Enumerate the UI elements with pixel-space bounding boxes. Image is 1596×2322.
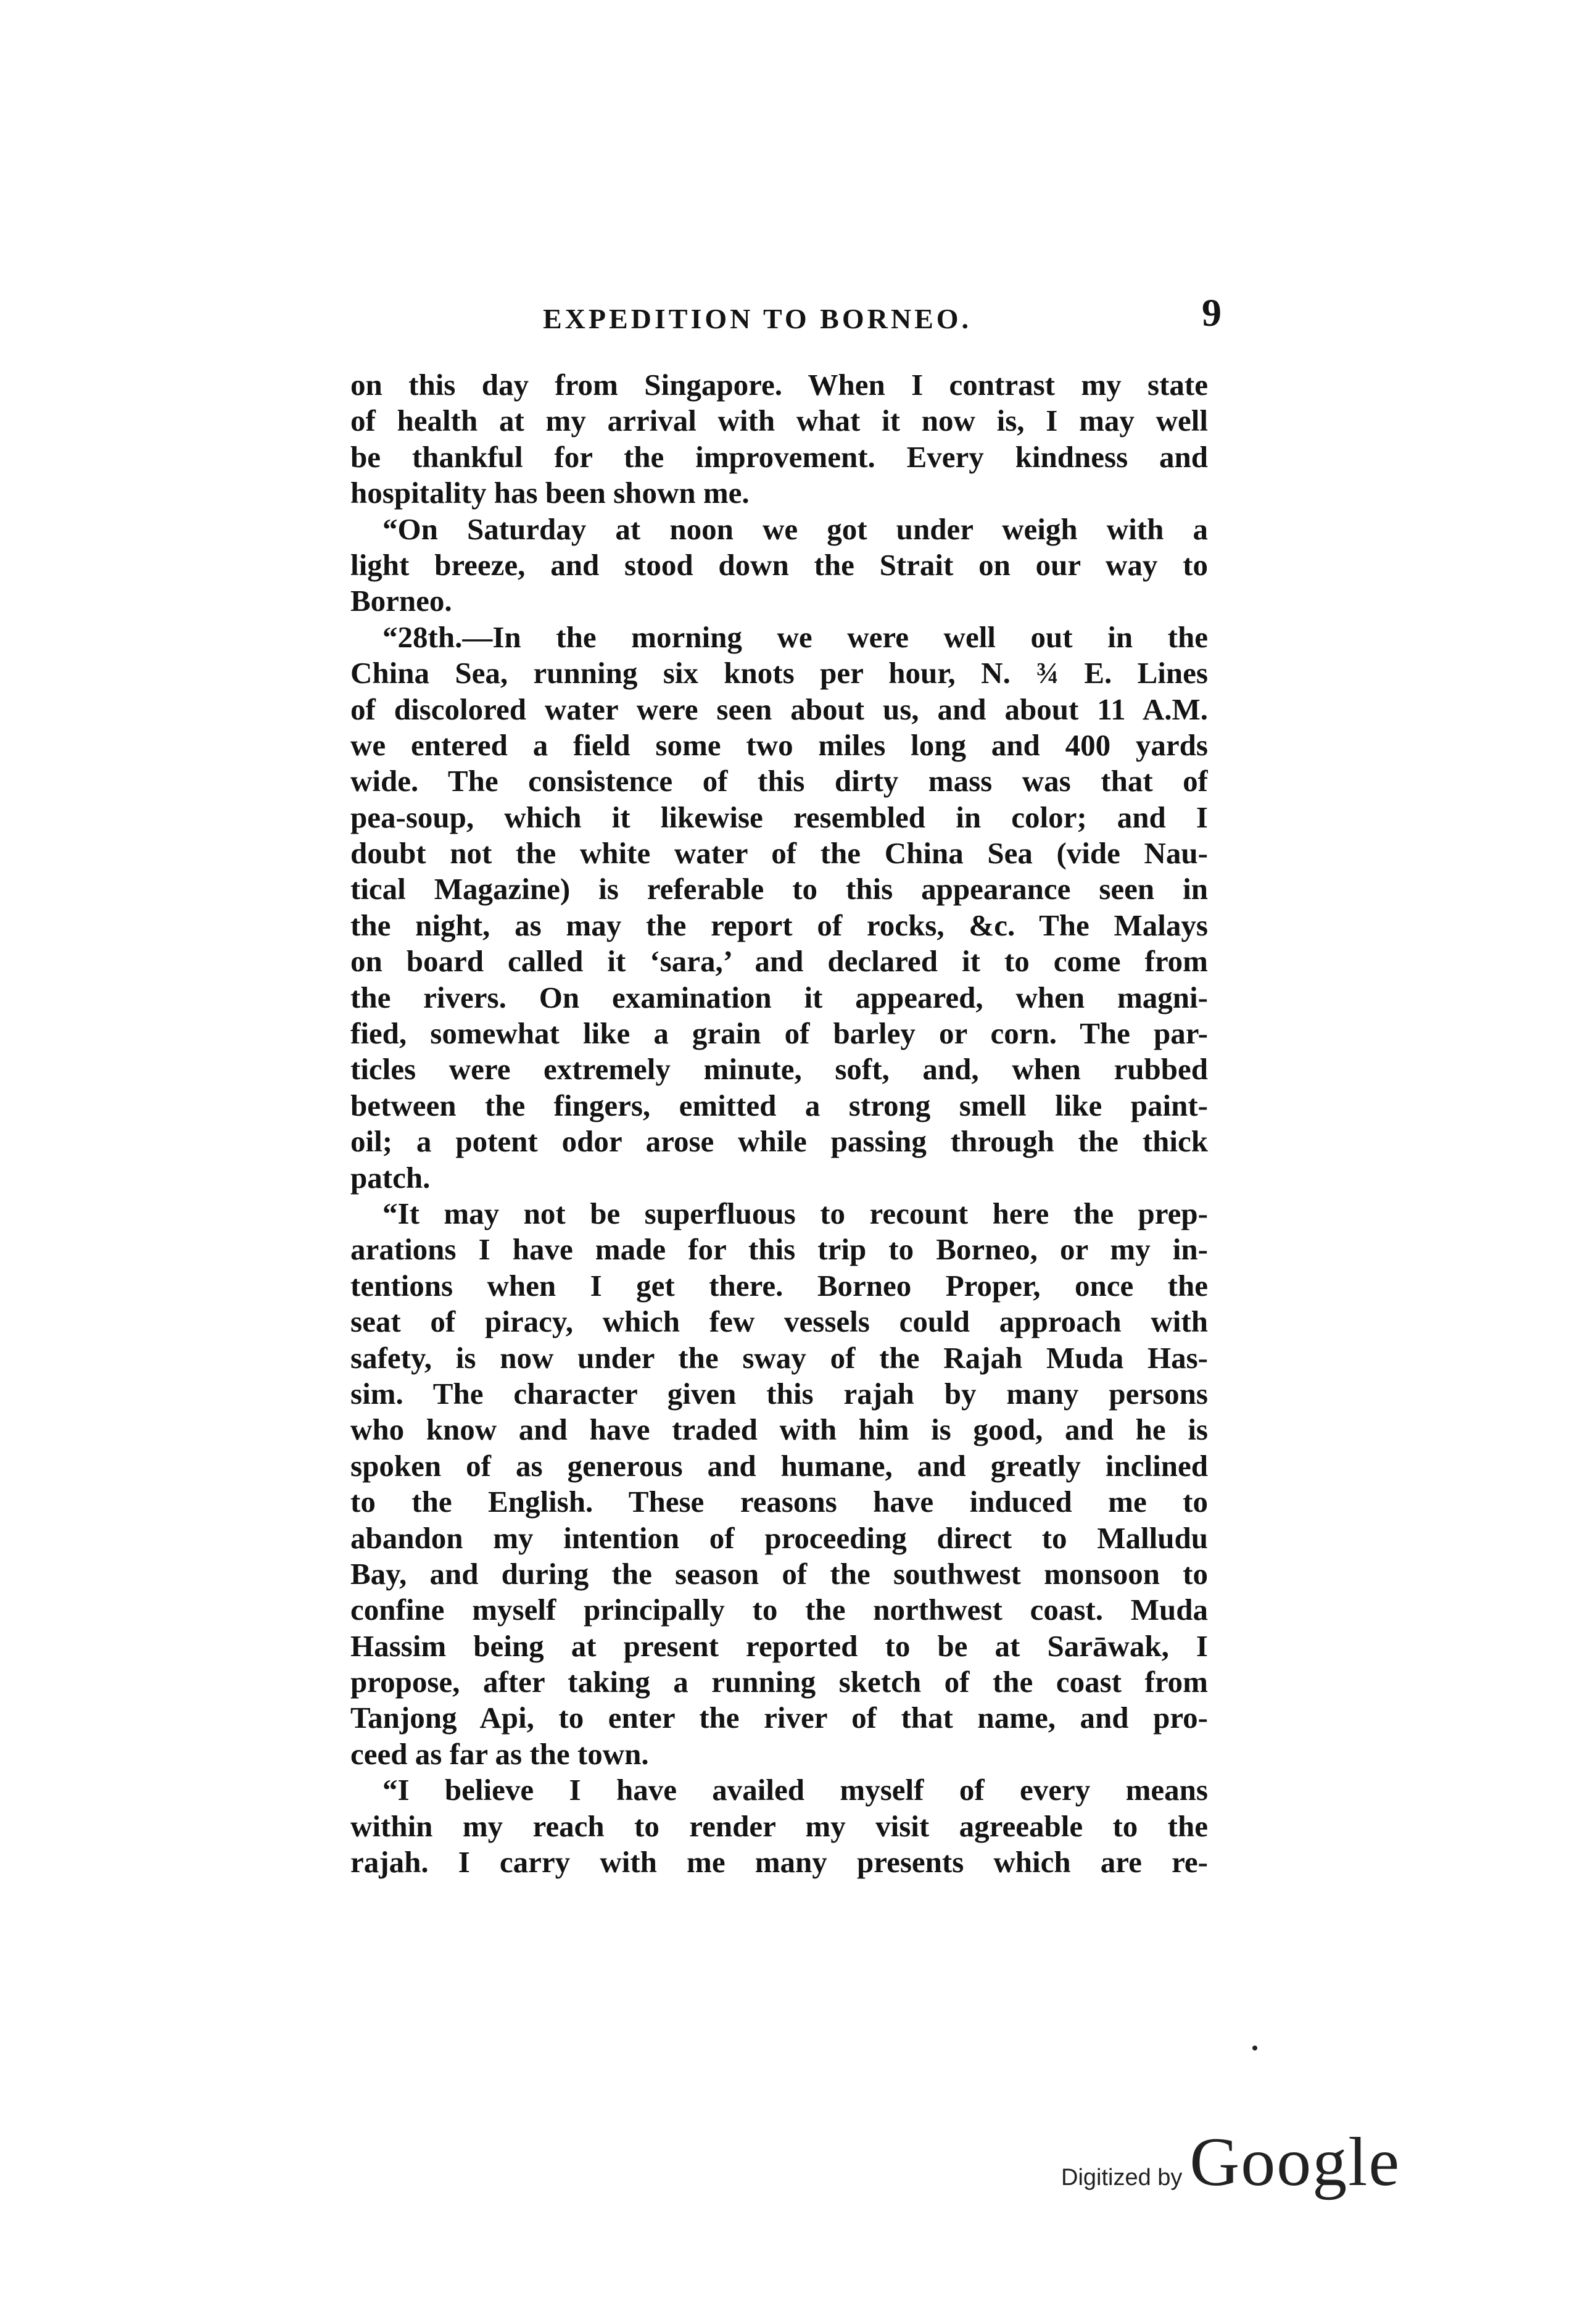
digitization-watermark — [1061, 2123, 1401, 2200]
text-line: be thankful for the improvement. Every kindness and — [350, 439, 1208, 474]
text-line: “28th.—In the morning we were well out in the — [382, 620, 1208, 654]
text-line: propose, after taking a running sketch of the coast from — [350, 1665, 1208, 1699]
page-header — [358, 290, 1222, 346]
text-line: abandon my intention of proceeding direct to Malludu — [350, 1520, 1208, 1555]
text-line: sim. The character given this rajah by many persons — [350, 1376, 1208, 1411]
text-line: safety, is now under the sway of the Rajah Muda Has- — [350, 1340, 1208, 1375]
text-line: arations I have made for this trip to Borneo, or my in- — [350, 1232, 1208, 1267]
text-line: Bay, and during the season of the southwest monsoon to — [350, 1556, 1208, 1591]
text-line: patch. — [350, 1160, 431, 1195]
text-line: Borneo. — [350, 584, 452, 618]
text-line: hospitality has been shown me. — [350, 476, 750, 510]
text-line: rajah. I carry with me many presents which are re- — [350, 1845, 1208, 1880]
text-line: ticles were extremely minute, soft, and, when rubbed — [350, 1052, 1208, 1087]
text-line: on this day from Singapore. When I contrast my state — [350, 368, 1208, 402]
text-line: doubt not the white water of the China Sea (vide Nau- — [350, 836, 1208, 871]
text-line: tentions when I get there. Borneo Proper, once the — [350, 1268, 1208, 1303]
text-line: to the English. These reasons have induced me to — [350, 1485, 1208, 1519]
text-line: wide. The consistence of this dirty mass was that of — [350, 764, 1208, 798]
text-line: of health at my arrival with what it now is, I may well — [350, 404, 1208, 438]
running-head: EXPEDITION TO BORNEO. — [543, 303, 972, 334]
text-line: light breeze, and stood down the Strait on our way to — [350, 547, 1208, 582]
text-line: Hassim being at present reported to be at Sarāwak, I — [350, 1628, 1208, 1663]
text-line: spoken of as generous and humane, and greatly inclined — [350, 1448, 1208, 1483]
page-number: 9 — [1202, 291, 1222, 334]
google-logo: Google — [1189, 2124, 1401, 2200]
text-line: Tanjong Api, to enter the river of that name, and pro- — [350, 1701, 1208, 1735]
text-line: seat of piracy, which few vessels could approach with — [350, 1304, 1208, 1339]
text-line: the rivers. On examination it appeared, when magni- — [350, 980, 1208, 1014]
text-line: of discolored water were seen about us, and about 11 A.M. — [350, 692, 1208, 726]
text-line: ceed as far as the town. — [350, 1736, 649, 1771]
text-line: “On Saturday at noon we got under weigh with a — [382, 512, 1208, 546]
text-line: between the fingers, emitted a strong smell like paint- — [350, 1088, 1208, 1122]
text-line: “It may not be superfluous to recount here the prep- — [382, 1196, 1208, 1230]
text-line: who know and have traded with him is good, and he is — [350, 1412, 1208, 1447]
text-line: oil; a potent odor arose while passing through the thick — [350, 1124, 1208, 1159]
text-line: tical Magazine) is referable to this appearance seen in — [350, 872, 1208, 906]
digitized-by-label: Digitized by — [1061, 2165, 1183, 2191]
text-line: the night, as may the report of rocks, &c. The Malays — [350, 908, 1208, 942]
text-line: on board called it ‘sara,’ and declared it to come from — [350, 944, 1208, 979]
text-line: pea-soup, which it likewise resembled in color; and I — [350, 800, 1208, 834]
text-line: China Sea, running six knots per hour, N. ¾ E. Lines — [350, 656, 1208, 690]
body-text — [350, 367, 1208, 1880]
text-line: fied, somewhat like a grain of barley or corn. The par- — [350, 1016, 1208, 1051]
print-speck — [1252, 2046, 1257, 2050]
text-line: “I believe I have availed myself of every means — [382, 1773, 1208, 1807]
text-line: confine myself principally to the northwest coast. Muda — [350, 1593, 1208, 1627]
text-line: within my reach to render my visit agreeable to the — [350, 1809, 1208, 1843]
text-line: we entered a field some two miles long and 400 yards — [350, 728, 1208, 762]
